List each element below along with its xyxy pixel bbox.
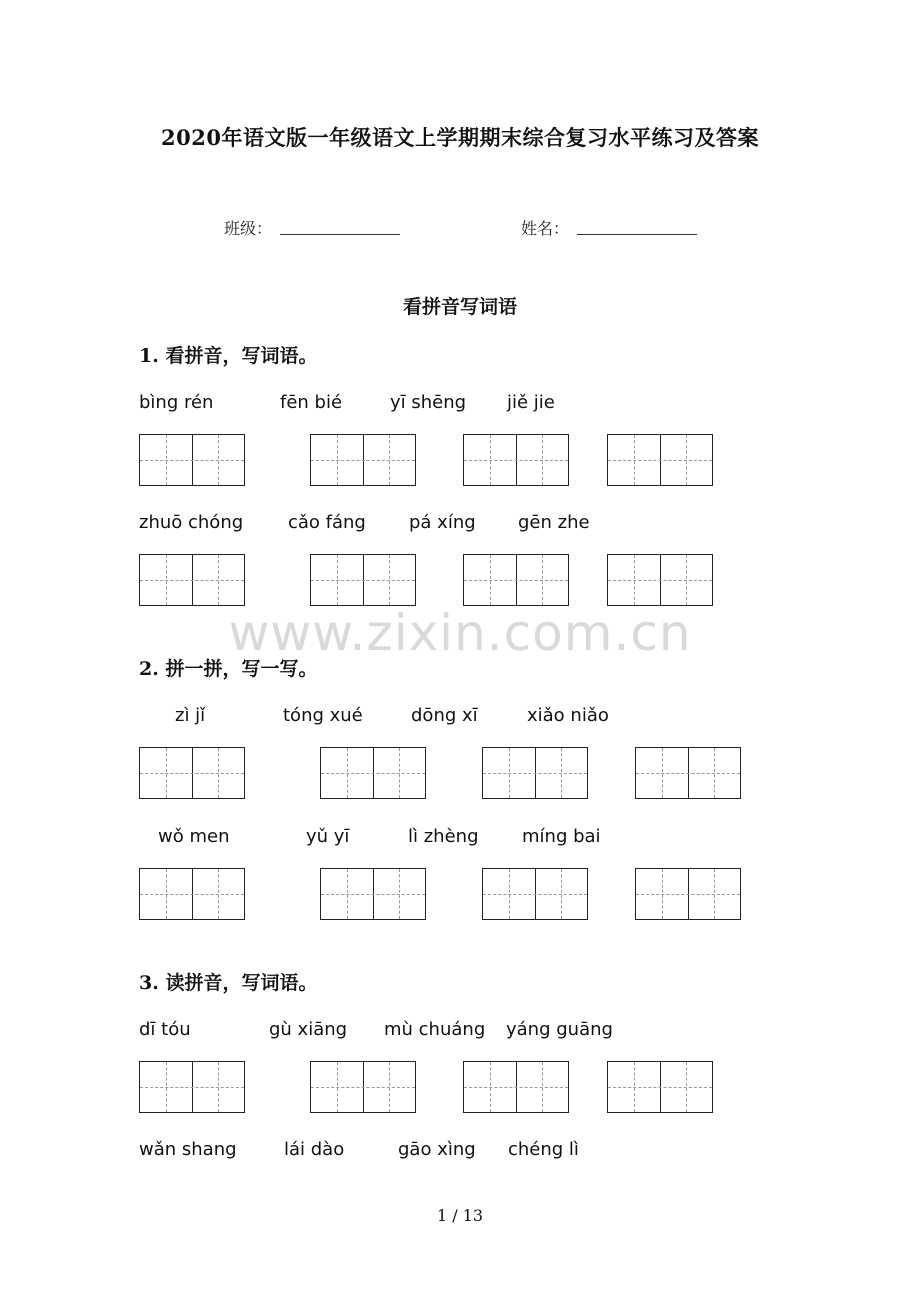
writing-grid[interactable] bbox=[463, 554, 569, 606]
pinyin-2-2: tóng xué bbox=[283, 705, 363, 726]
pinyin-2-6: yǔ yī bbox=[306, 826, 350, 847]
writing-grid[interactable] bbox=[635, 747, 741, 799]
name-label: 姓名： bbox=[521, 219, 570, 238]
pinyin-3-8: chéng lì bbox=[508, 1139, 579, 1160]
document-title: 2020年语文版一年级语文上学期期末综合复习水平练习及答案 bbox=[161, 125, 759, 150]
writing-grid[interactable] bbox=[607, 554, 713, 606]
writing-grid[interactable] bbox=[139, 747, 245, 799]
writing-grid[interactable] bbox=[320, 868, 426, 920]
question-1-heading: 1. 看拼音，写词语。 bbox=[139, 345, 318, 367]
question-2-heading: 2. 拼一拼，写一写。 bbox=[139, 658, 318, 680]
pinyin-1-7: pá xíng bbox=[409, 512, 476, 533]
writing-grid[interactable] bbox=[607, 434, 713, 486]
pinyin-1-8: gēn zhe bbox=[518, 512, 590, 533]
pinyin-1-5: zhuō chóng bbox=[139, 512, 244, 533]
pinyin-3-3: mù chuáng bbox=[384, 1019, 486, 1040]
writing-grid[interactable] bbox=[463, 1061, 569, 1113]
writing-grid[interactable] bbox=[463, 434, 569, 486]
writing-grid[interactable] bbox=[310, 434, 416, 486]
writing-grid[interactable] bbox=[310, 554, 416, 606]
pinyin-2-3: dōng xī bbox=[411, 705, 478, 726]
pinyin-1-1: bìng rén bbox=[139, 392, 214, 413]
pinyin-3-1: dī tóu bbox=[139, 1019, 191, 1040]
pinyin-3-5: wǎn shang bbox=[139, 1139, 237, 1160]
pinyin-2-1: zì jǐ bbox=[175, 705, 206, 726]
class-label: 班级： bbox=[224, 219, 273, 238]
pinyin-3-4: yáng guāng bbox=[506, 1019, 613, 1040]
writing-grid[interactable] bbox=[139, 434, 245, 486]
writing-grid[interactable] bbox=[607, 1061, 713, 1113]
writing-grid[interactable] bbox=[320, 747, 426, 799]
writing-grid[interactable] bbox=[482, 868, 588, 920]
pinyin-2-4: xiǎo niǎo bbox=[527, 705, 609, 726]
pinyin-3-7: gāo xìng bbox=[398, 1139, 476, 1160]
pinyin-1-4: jiě jie bbox=[507, 392, 555, 413]
pinyin-3-2: gù xiāng bbox=[269, 1019, 348, 1040]
writing-grid[interactable] bbox=[635, 868, 741, 920]
section-title: 看拼音写词语 bbox=[402, 296, 517, 318]
writing-grid[interactable] bbox=[139, 554, 245, 606]
pinyin-1-2: fēn bié bbox=[280, 392, 343, 413]
watermark: www.zixin.com.cn bbox=[228, 604, 692, 662]
pinyin-2-5: wǒ men bbox=[158, 826, 230, 847]
pinyin-2-8: míng bai bbox=[522, 826, 601, 847]
writing-grid[interactable] bbox=[310, 1061, 416, 1113]
writing-grid[interactable] bbox=[139, 868, 245, 920]
pinyin-3-6: lái dào bbox=[284, 1139, 345, 1160]
name-blank-line bbox=[577, 234, 697, 235]
page-number: 1 / 13 bbox=[436, 1206, 484, 1225]
pinyin-1-6: cǎo fáng bbox=[288, 512, 366, 533]
pinyin-2-7: lì zhèng bbox=[408, 826, 479, 847]
question-3-heading: 3. 读拼音，写词语。 bbox=[139, 972, 318, 994]
pinyin-1-3: yī shēng bbox=[390, 392, 467, 413]
writing-grid[interactable] bbox=[482, 747, 588, 799]
class-blank-line bbox=[280, 234, 400, 235]
writing-grid[interactable] bbox=[139, 1061, 245, 1113]
